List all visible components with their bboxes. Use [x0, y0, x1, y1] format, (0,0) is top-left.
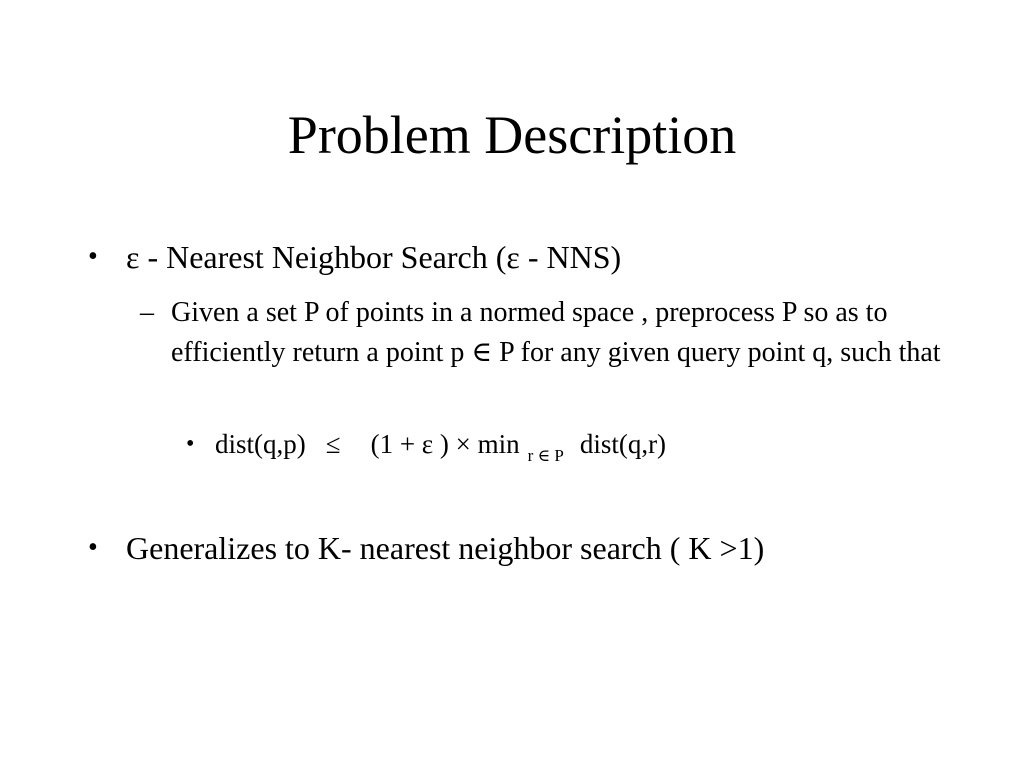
formula-lhs: dist(q,p): [215, 429, 306, 459]
sub-item-description: Given a set P of points in a normed space , preprocess P so as to efficiently return a point p ∈ P for any given query point q, such that: [171, 297, 941, 368]
formula-subscript: r ∈ P: [527, 446, 564, 465]
slide-title: Problem Description: [287, 105, 737, 165]
dash-marker: –: [140, 297, 154, 328]
formula-rhs: (1 + ε ) × min: [370, 429, 520, 459]
formula-tail: dist(q,r): [579, 429, 667, 459]
formula-op: ≤: [325, 429, 341, 459]
bullet-marker: •: [88, 241, 98, 272]
bullet-item-nns: ε - Nearest Neighbor Search (ε - NNS): [126, 239, 622, 275]
bullet-marker: •: [88, 532, 98, 563]
formula-bullet-marker: •: [186, 431, 195, 457]
bullet-item-generalizes: Generalizes to K- nearest neighbor search ( K >1): [126, 530, 765, 566]
formula-line: [215, 426, 666, 474]
